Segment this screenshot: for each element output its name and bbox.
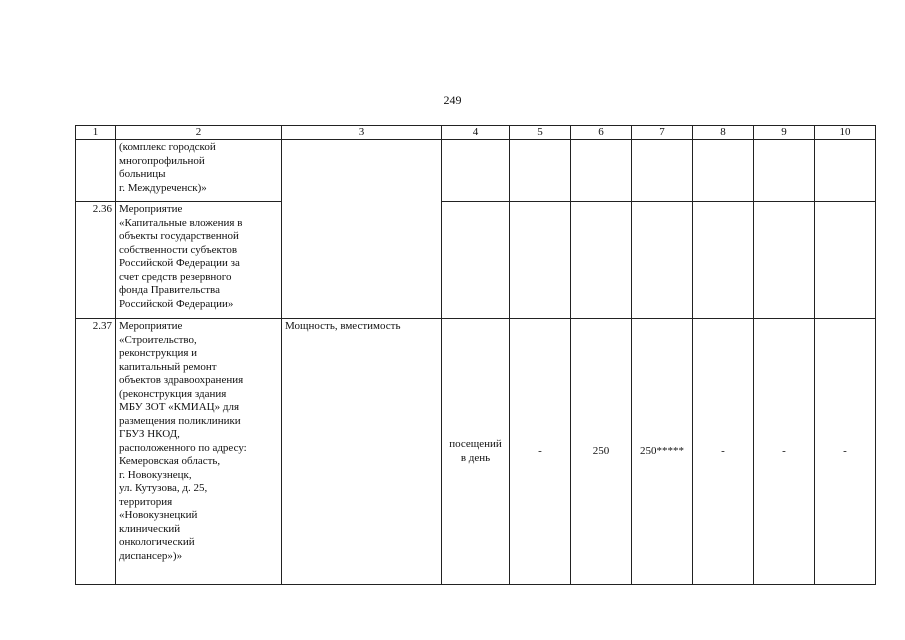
value-cell: [754, 202, 815, 319]
row-number: 2.37: [76, 319, 116, 585]
row-number: 2.36: [76, 202, 116, 319]
page-number: 249: [443, 93, 462, 107]
value-cell: [510, 202, 571, 319]
value-cell: [571, 202, 632, 319]
value-cell: -: [510, 319, 571, 585]
header-cell: 8: [693, 126, 754, 140]
indicator-cell: [282, 140, 442, 319]
header-cell: 9: [754, 126, 815, 140]
measure-description: (комплекс городской многопрофильной больницы г. Междуреченск)»: [116, 140, 282, 202]
row-number: [76, 140, 116, 202]
value-cell: 250*****: [632, 319, 693, 585]
value-cell: [510, 140, 571, 202]
value-cell: [632, 140, 693, 202]
header-cell: 6: [571, 126, 632, 140]
value-cell: -: [693, 319, 754, 585]
header-cell: 1: [76, 126, 116, 140]
value-cell: 250: [571, 319, 632, 585]
header-cell: 3: [282, 126, 442, 140]
header-cell: 10: [815, 126, 876, 140]
value-cell: [754, 140, 815, 202]
header-cell: 7: [632, 126, 693, 140]
value-cell: -: [815, 319, 876, 585]
value-cell: [571, 140, 632, 202]
measure-description: Мероприятие «Капитальные вложения в объекты государственной собственности субъектов Российской Федерации за счет средств резервного фонда Правительства Российской Федерации»: [116, 202, 282, 319]
unit-cell: посещений в день: [442, 319, 510, 585]
unit-cell: [442, 202, 510, 319]
header-cell: 4: [442, 126, 510, 140]
value-cell: [693, 202, 754, 319]
header-cell: 2: [116, 126, 282, 140]
value-cell: [693, 140, 754, 202]
value-cell: [632, 202, 693, 319]
unit-cell: [442, 140, 510, 202]
indicator-cell: Мощность, вместимость: [282, 319, 442, 585]
value-cell: [815, 202, 876, 319]
value-cell: [815, 140, 876, 202]
data-table: [75, 125, 876, 585]
measure-description: Мероприятие «Строительство, реконструкция и капитальный ремонт объектов здравоохранения (реконструкция здания МБУ ЗОТ «КМИАЦ» для размещения поликлиники ГБУЗ НКОД, расположенного по адресу: Кемеровская область, г. Новокузнецк, ул. Кутузова, д. 25, территория «Новокузнецкий клинический онкологический диспансер»)»: [116, 319, 282, 585]
header-cell: 5: [510, 126, 571, 140]
table-row: [76, 319, 876, 585]
table-row: [76, 202, 876, 319]
table-row: [76, 140, 876, 202]
header-row: [76, 126, 876, 140]
value-cell: -: [754, 319, 815, 585]
